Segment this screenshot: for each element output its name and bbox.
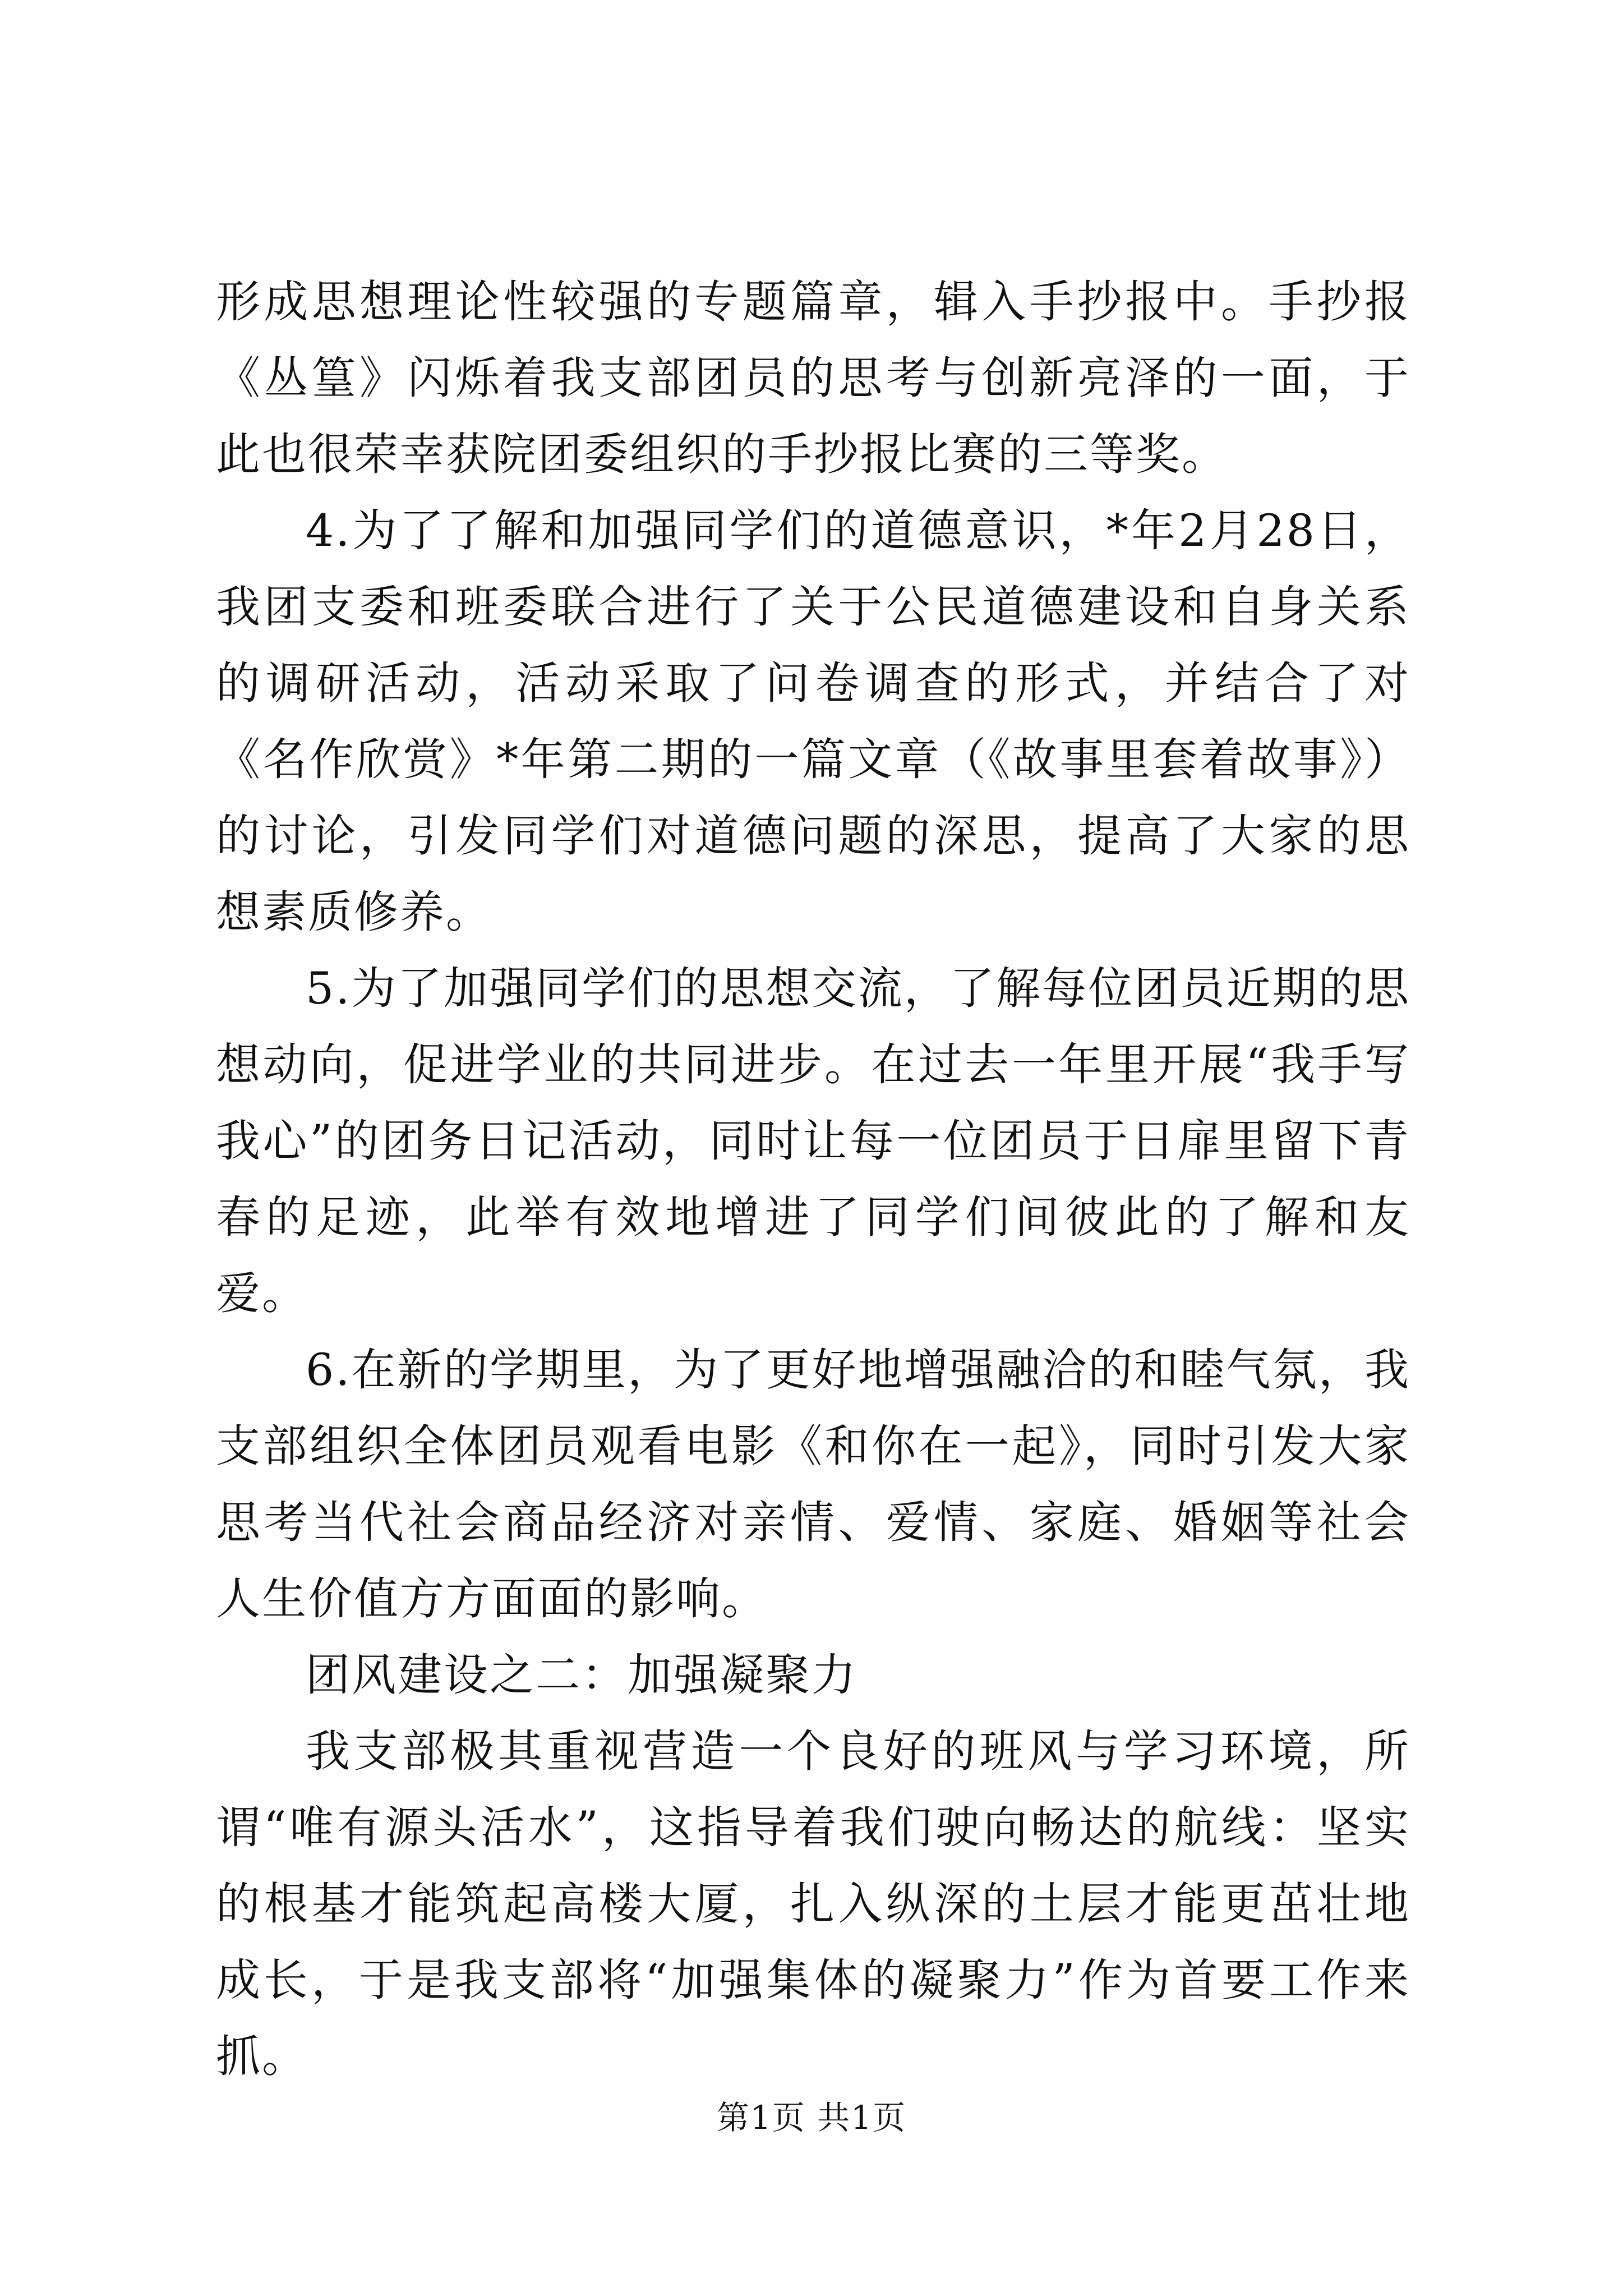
paragraph-item-4: 4.为了了解和加强同学们的道德意识，*年2月28日，我团支委和班委联合进行了关于公民道德建设和自身关系的调研活动，活动采取了问卷调查的形式，并结合了对《名作欣赏》*年第二期的一篇文章（《故事里套着故事》）的讨论，引发同学们对道德问题的深思，提高了大家的思想素质修养。 <box>216 505 1410 938</box>
page-footer: 第1页 共1页 <box>716 2099 907 2137</box>
paragraph-continuation: 形成思想理论性较强的专题篇章，辑入手抄报中。手抄报《丛篁》闪烁着我支部团员的思考与创新亮泽的一面，于此也很荣幸获院团委组织的手抄报比赛的三等奖。 <box>216 276 1410 480</box>
paragraph-item-5: 5.为了加强同学们的思想交流，了解每位团员近期的思想动向，促进学业的共同进步。在过去一年里开展“我手写我心”的团务日记活动，同时让每一位团员于日扉里留下青春的足迹，此举有效地增进了同学们间彼此的了解和友爱。 <box>216 963 1410 1319</box>
paragraph-item-6: 6.在新的学期里，为了更好地增强融洽的和睦气氛，我支部组织全体团员观看电影《和你在一起》，同时引发大家思考当代社会商品经济对亲情、爱情、家庭、婚姻等社会人生价值方方面面的影响。 <box>216 1344 1410 1625</box>
document-body <box>216 264 1410 2095</box>
section-heading: 团风建设之二：加强凝聚力 <box>306 1649 857 1701</box>
paragraph-cohesion: 我支部极其重视营造一个良好的班风与学习环境，所谓“唯有源头活水”，这指导着我们驶向畅达的航线：坚实的根基才能筑起高楼大厦，扎入纵深的土层才能更茁壮地成长，于是我支部将“加强集体的凝聚力”作为首要工作来抓。 <box>216 1726 1410 2082</box>
